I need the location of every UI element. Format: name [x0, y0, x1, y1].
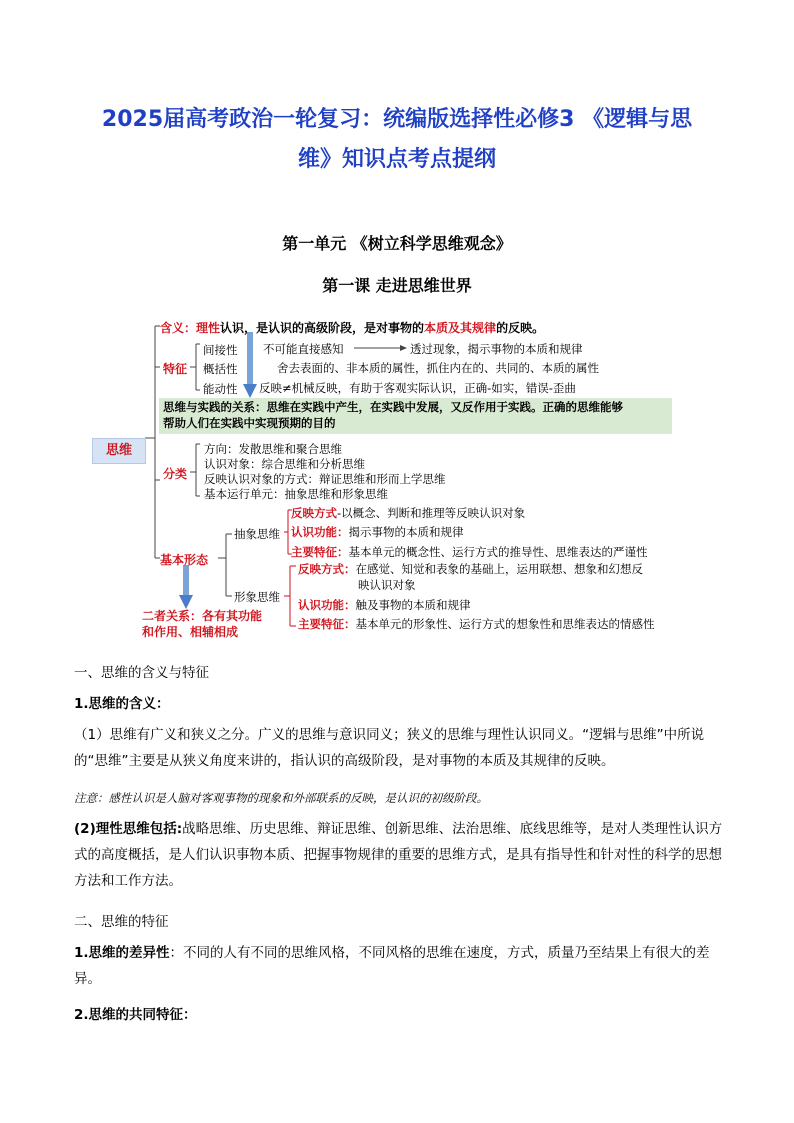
- feature-general: 概括性: [203, 362, 238, 376]
- note-perceptual: 注意：感性认识是人脑对客观事物的现象和外部联系的反映，是认识的初级阶段。: [74, 791, 488, 805]
- document-title-line-2: 维》知识点考点提纲: [297, 147, 496, 172]
- meaning-rational: 理性: [196, 321, 221, 335]
- section-heading-1: 一、思维的含义与特征: [74, 665, 209, 681]
- abstract-feature-row: [291, 544, 648, 560]
- subheading-common-features: 2.思维的共同特征：: [74, 1007, 197, 1023]
- feature-general-desc: 舍去表面的、非本质的属性，抓住内在的、共同的、本质的属性: [277, 361, 599, 375]
- basic-forms-label: 基本形态: [160, 553, 209, 567]
- class-object: 认识对象：综合思维和分析思维: [204, 457, 365, 471]
- paragraph-difference: [74, 940, 726, 992]
- thinking-practice-relation: [159, 398, 672, 434]
- image-thinking: 形象思维: [234, 590, 280, 604]
- down-arrow-icon: [243, 332, 257, 400]
- section-heading-2: 二、思维的特征: [74, 914, 169, 930]
- image-function-label: 认识功能：: [298, 598, 356, 612]
- mind-map: [0, 310, 794, 650]
- paragraph-rational: [74, 816, 726, 894]
- abstract-feature-text: 基本单元的概念性、运行方式的推导性、思维表达的严谨性: [348, 545, 648, 559]
- document-title-line-1: 2025届高考政治一轮复习：统编版选择性必修3 《逻辑与思: [101, 107, 693, 132]
- meaning-text-2: 的反映。: [496, 321, 545, 335]
- subheading-meaning: 1.思维的含义：: [74, 696, 170, 712]
- lesson-heading: 第一课 走进思维世界: [322, 276, 472, 295]
- abstract-function-text: 揭示事物的本质和规律: [348, 525, 464, 539]
- abstract-reflect-text: -以概念、判断和推理等反映认识对象: [337, 506, 526, 520]
- meaning-text-1: 认识，是认识的高级阶段，是对事物的: [220, 321, 425, 335]
- abstract-thinking: 抽象思维: [234, 527, 280, 541]
- image-function-row: [298, 597, 471, 613]
- image-feature-text: 基本单元的形象性、运行方式的想象性和思维表达的情感性: [355, 617, 655, 631]
- rational-text: 战略思维、历史思维、辩证思维、创新思维、法治思维、底线思维等，是对人类理性认识方式的高度概括，是人们认识事物本质、把握事物规律的重要的思维方式，是具有指导性和针对性的科学的思想方法和工作方法。: [74, 821, 723, 889]
- image-function-text: 触及事物的本质和规律: [355, 598, 471, 612]
- meaning-label: 含义：: [160, 321, 197, 335]
- abstract-function-label: 认识功能：: [291, 525, 349, 539]
- abstract-reflect-label: 反映方式: [291, 506, 337, 520]
- classification-label: 分类: [163, 467, 188, 481]
- image-reflect-row: [298, 561, 643, 577]
- class-direction: 方向：发散思维和聚合思维: [204, 442, 342, 456]
- meaning-essence: 本质及其规律: [424, 321, 497, 335]
- image-reflect-label: 反映方式：: [298, 562, 356, 576]
- relation-line-1: 思维与实践的关系：思维在实践中产生，在实践中发展，又反作用于实践。正确的思维能够: [163, 400, 623, 414]
- feature-indirect-desc-b: 透过现象，揭示事物的本质和规律: [410, 342, 583, 356]
- relation-both-line-1: 二者关系：各有其功能: [142, 609, 263, 623]
- relation-line-2: 帮助人们在实践中实现预期的目的: [163, 416, 336, 430]
- difference-text: ：不同的人有不同的思维风格，不同风格的思维在速度，方式，质量乃至结果上有很大的差异。: [74, 945, 710, 987]
- difference-label: 1.思维的差异性: [74, 945, 170, 961]
- abstract-reflect-row: [291, 505, 525, 521]
- image-reflect-text-a: 在感觉、知觉和表象的基础上，运用联想、想象和幻想反: [355, 562, 643, 576]
- feature-active-desc: 反映≠机械反映，有助于客观实际认识，正确-如实，错误-歪曲: [259, 381, 576, 395]
- abstract-function-row: [291, 524, 464, 540]
- paragraph-meaning-1: （1）思维有广义和狭义之分。广义的思维与意识同义；狭义的思维与理性认识同义。“逻辑与思维”中所说的“思维”主要是从狭义角度来讲的，指认识的高级阶段，是对事物的本质及其规律的反映。: [74, 727, 705, 769]
- image-feature-row: [298, 616, 655, 632]
- features-label: 特征: [163, 362, 188, 376]
- image-reflect-text-b: 映认识对象: [358, 578, 416, 592]
- unit-heading: 第一单元 《树立科学思维观念》: [282, 234, 512, 253]
- relation-both-line-2: 和作用、相辅相成: [142, 625, 239, 639]
- rational-label: (2)理性思维包括:: [74, 821, 183, 837]
- down-arrow-icon: [179, 565, 193, 609]
- feature-indirect: 间接性: [203, 343, 238, 357]
- abstract-feature-label: 主要特征：: [291, 545, 349, 559]
- mind-map-root: 思维: [92, 438, 146, 464]
- image-feature-label: 主要特征：: [298, 617, 356, 631]
- feature-indirect-desc-a: 不可能直接感知: [263, 342, 344, 356]
- meaning-row: [160, 319, 544, 336]
- class-unit: 基本运行单元：抽象思维和形象思维: [204, 487, 388, 501]
- class-method: 反映认识对象的方式：辩证思维和形而上学思维: [204, 472, 446, 486]
- feature-active: 能动性: [203, 382, 238, 396]
